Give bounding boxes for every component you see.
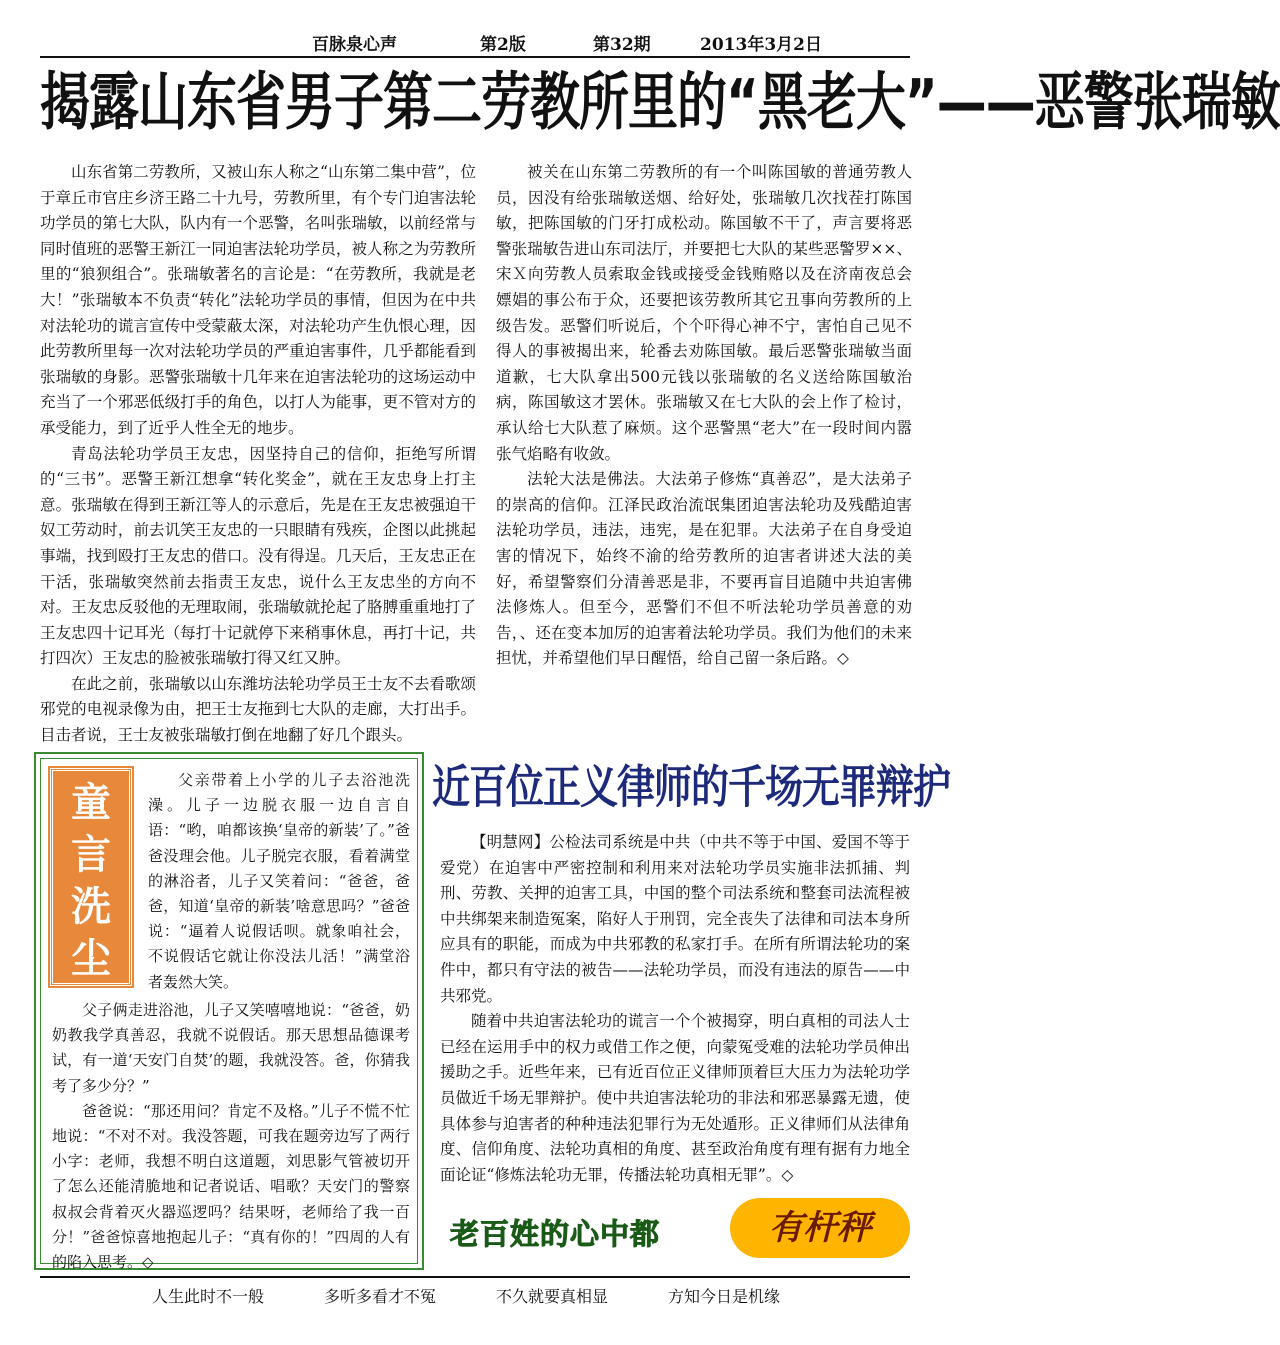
main-article-paragraph: 青岛法轮功学员王友忠，因坚持自己的信仰，拒绝写所谓的“三书”。恶警王新江想拿“转化奖金”，就在王友忠身上打主意。张瑞敏在得到王新江等人的示意后，先是在王友忠被强迫干奴工劳动时，前去讥笑王友忠的一只眼睛有残疾，企图以此挑起事端，找到殴打王友忠的借口。没有得逞。几天后，王友忠正在干活，张瑞敏突然前去指责王友忠，说什么王友忠坐的方向不对。王友忠反驳他的无理取闹，张瑞敏就抡起了胳膊重重地打了王友忠四十记耳光（每打十记就停下来稍事休息，再打十记，共打四次）王友忠的脸被张瑞敏打得又红又肿。 (40, 444, 476, 668)
main-article-paragraph: 山东省第二劳教所，又被山东人称之“山东第二集中营”，位于章丘市官庄乡济王路二十九号，劳教所里，有个专门迫害法轮功学员的第七大队，队内有一个恶警，名叫张瑞敏，以前经常与同时值班的恶警王新江一同迫害法轮功学员，被人称之为劳教所里的“狼狈组合”。张瑞敏著名的言论是：“在劳教所，我就是老大！”张瑞敏本不负责“转化”法轮功学员的事情，但因为在中共对法轮功的谎言宣传中受蒙蔽太深，对法轮功产生仇恨心理，因此劳教所里每一次对法轮功学员的严重迫害事件，几乎都能看到张瑞敏的身影。恶警张瑞敏十几年来在迫害法轮功的这场运动中充当了一个邪恶低级打手的角色，以打人为能事，更不管对方的承受能力，到了近乎人性全无的地步。 (40, 163, 476, 437)
slogan-highlight: 有杆秤 (730, 1198, 910, 1258)
main-article-left-column (40, 160, 476, 745)
side-box-text-top (148, 768, 410, 998)
footer-verse: 不久就要真相显 (496, 1287, 609, 1306)
issue-date: 2013年3月2日 (700, 35, 822, 55)
main-article-right-column (496, 160, 912, 738)
second-article-paragraph: 随着中共迫害法轮功的谎言一个个被揭穿，明白真相的司法人士已经在运用手中的权力或借工作之便，向蒙冤受难的法轮功学员伸出援助之手。近些年来，已有近百位正义律师顶着巨大压力为法轮功学员做近千场无罪辩护。使中共迫害法轮功的非法和邪恶暴露无遗，使具体参与迫害者的种种违法犯罪行为无处遁形。正义律师们从法律角度、信仰角度、法轮功真相的角度、甚至政治角度有理有据有力地全面论证“修炼法轮功无罪，传播法轮功真相无罪”。◇ (440, 1012, 910, 1184)
footer-rule (40, 1276, 910, 1278)
main-article-title: 揭露山东省男子第二劳教所里的“黑老大”——恶警张瑞敏 (40, 65, 1280, 139)
footer-verses (40, 1284, 910, 1308)
side-box-text-bottom (52, 998, 410, 1272)
second-article-paragraph: 【明慧网】公检法司系统是中共（中共不等于中国、爱国不等于爱党）在迫害中严密控制和利用来对法轮功学员实施非法抓捕、判刑、劳教、关押的迫害工具，中国的整个司法系统和整套司法流程被中共绑架来制造冤案，陷好人于刑罚，完全丧失了法律和司法本身所应具有的职能，而成为中共邪教的私家打手。在所有所谓法轮功的案件中，都只有守法的被告——法轮功学员，而没有违法的原告——中共邪党。 (440, 833, 910, 1005)
main-article-paragraph: 在此之前，张瑞敏以山东潍坊法轮功学员王士友不去看歌颂邪党的电视录像为由，把王士友拖到七大队的走廊，大打出手。目击者说，王士友被张瑞敏打倒在地翻了好几个跟头。 (40, 674, 476, 745)
footer-verse: 方知今日是机缘 (668, 1287, 781, 1306)
paper-name: 百脉泉心声 (312, 35, 397, 55)
footer-verse: 多听多看才不冤 (324, 1287, 437, 1306)
column-badge: 童言洗尘 (50, 768, 132, 986)
slogan-text: 老百姓的心中都 (450, 1217, 661, 1251)
main-article-paragraph: 被关在山东第二劳教所的有一个叫陈国敏的普通劳教人员，因没有给张瑞敏送烟、给好处，张瑞敏几次找茬打陈国敏，把陈国敏的门牙打成松动。陈国敏不干了，声言要将恶警张瑞敏告进山东司法厅，并要把七大队的某些恶警罗××、宋Ｘ向劳教人员索取金钱或接受金钱贿赂以及在济南夜总会嫖娼的事公布于众，还要把该劳教所其它丑事向劳教所的上级告发。恶警们听说后，个个吓得心神不宁，害怕自己见不得人的事被揭出来，轮番去劝陈国敏。最后恶警张瑞敏当面道歉，七大队拿出500元钱以张瑞敏的名义送给陈国敏治病，陈国敏这才罢休。张瑞敏又在七大队的会上作了检讨，承认给七大队惹了麻烦。这个恶警黑“老大”在一段时间内嚣张气焰略有收敛。 (496, 163, 912, 463)
second-article-title: 近百位正义律师的千场无罪辩护 (432, 760, 951, 814)
side-box-paragraph: 爸爸说：“那还用问？肯定不及格。”儿子不慌不忙地说：“不对不对。我没答题，可我在题旁边写了两行小字：老师，我想不明白这道题，刘思影气管被切开了怎么还能清脆地和记者说话、唱歌？天安门的警察叔叔会背着灭火器巡逻吗？结果呀，老师给了我一百分！”爸爸惊喜地抱起儿子：“真有你的！”四周的人有的陷入思考。◇ (52, 1101, 410, 1272)
side-box-paragraph: 父亲带着上小学的儿子去浴池洗澡。儿子一边脱衣服一边自言自语：“哟，咱都该换‘皇帝的新装’了。”爸爸没理会他。儿子脱完衣服，看着满堂的淋浴者，儿子又笑着问：“爸爸，爸爸，知道‘皇帝的新装’啥意思吗？”爸爸说：“逼着人说假话呗。就象咱社会，不说假话它就让你没法儿活！”满堂浴者轰然大笑。 (148, 771, 410, 991)
second-article-body (440, 830, 910, 1192)
main-article-paragraph: 法轮大法是佛法。大法弟子修炼“真善忍”，是大法弟子的崇高的信仰。江泽民政治流氓集团迫害法轮功及残酷迫害法轮功学员，违法，违宪，是在犯罪。大法弟子在自身受迫害的情况下，始终不渝的给劳教所的迫害者讲述大法的美好，希望警察们分清善恶是非，不要再盲目追随中共迫害佛法修炼人。但至今，恶警们不但不听法轮功学员善意的劝告，、还在变本加厉的迫害着法轮功学员。我们为他们的未来担忧，并希望他们早日醒悟，给自己留一条后路。◇ (496, 470, 912, 668)
footer-verse: 人生此时不一般 (152, 1287, 265, 1306)
edition: 第2版 (480, 35, 526, 55)
issue-number: 第32期 (593, 35, 651, 55)
slogan-banner (450, 1198, 910, 1260)
side-box-paragraph: 父子俩走进浴池，儿子又笑嘻嘻地说：“爸爸，奶奶教我学真善忍，我就不说假话。那天思想品德课考试，有一道‘天安门自焚’的题，我就没答。爸，你猜我考了多少分？” (52, 1001, 410, 1095)
